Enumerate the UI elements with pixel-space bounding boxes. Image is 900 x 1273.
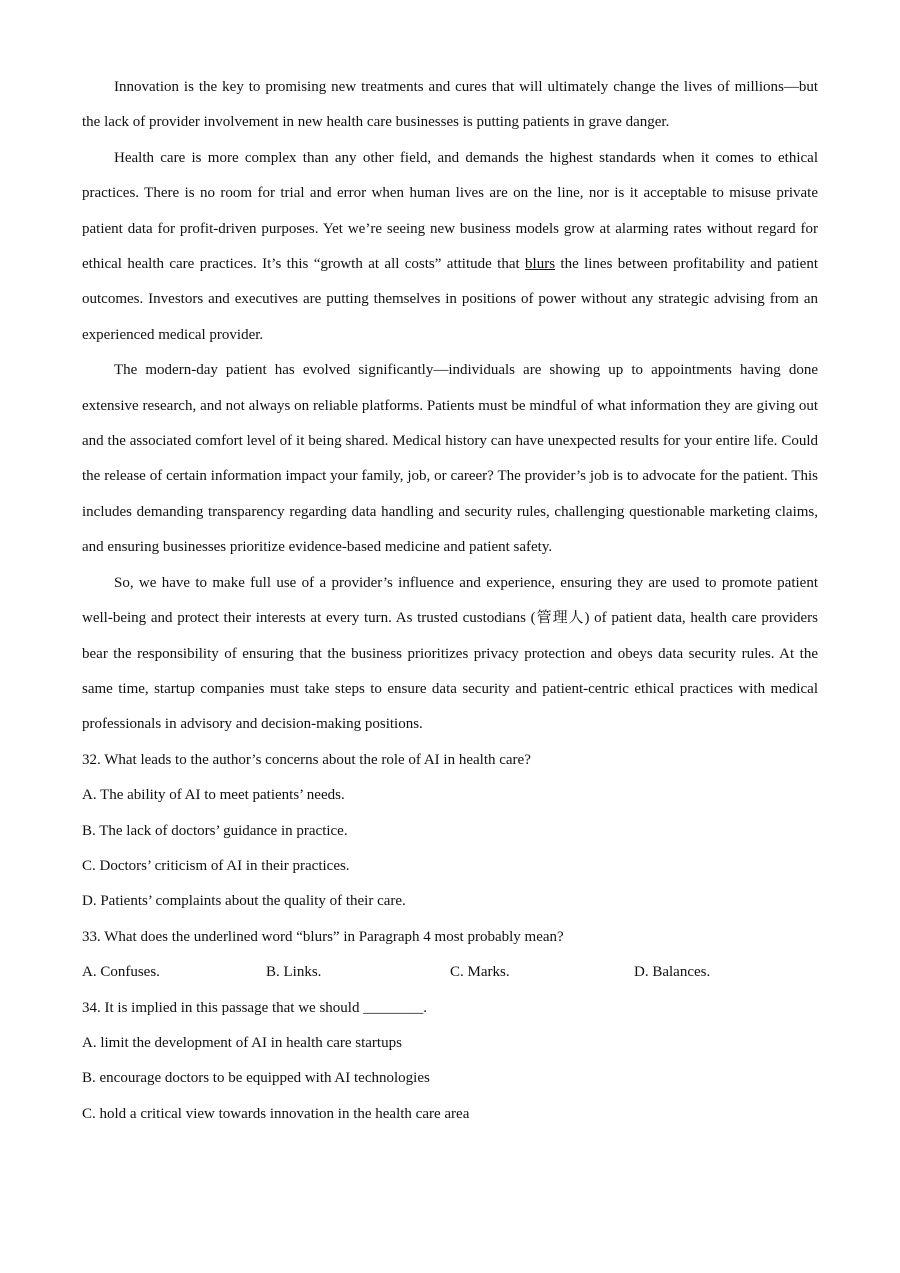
question-34-option-a: A. limit the development of AI in health care startups [82, 1034, 402, 1051]
question-33-stem: 33. What does the underlined word “blurs” in Paragraph 4 most probably mean? [82, 928, 564, 945]
question-33-option-d: D. Balances. [634, 964, 711, 981]
paragraph-2-text-before: Health care is more complex than any other field, and demands the highest standards when it comes to ethical practices. There is no room for trial and error when human lives are on the line, nor is it acceptable to misuse private patient data for profit-driven purposes. Yet we’re seeing new business models grow at alarming rates without regard for ethical health care practices. It’s this “growth at all costs” attitude that [82, 149, 818, 273]
question-32-stem: 32. What leads to the author’s concerns about the role of AI in health care? [82, 751, 531, 768]
passage-paragraph-1: Innovation is the key to promising new treatments and cures that will ultimately change the lives of millions—but the lack of provider involvement in new health care businesses is putting patients in grave danger. [82, 79, 818, 131]
question-33-option-c: C. Marks. [450, 964, 510, 981]
paragraph-2-text-after: the lines between profitability and patient outcomes. Investors and executives are putting themselves in positions of power without any strategic advising from an experienced medical provider. [82, 256, 819, 343]
question-33-options [82, 955, 818, 990]
question-32-option-a: A. The ability of AI to meet patients’ needs. [82, 787, 345, 804]
question-33-option-a: A. Confuses. [82, 964, 160, 981]
passage-paragraph-3: The modern-day patient has evolved significantly—individuals are showing up to appointments having done extensive research, and not always on reliable platforms. Patients must be mindful of what information they are giving out and the associated comfort level of it being shared. Medical history can have unexpected results for your entire life. Could the release of certain information impact your family, job, or career? The provider’s job is to advocate for the patient. This includes demanding transparency regarding data handling and security rules, challenging questionable marketing claims, and ensuring businesses prioritize evidence-based medicine and patient safety. [82, 362, 818, 556]
question-32-option-c: C. Doctors’ criticism of AI in their practices. [82, 857, 350, 874]
underlined-word: blurs [525, 256, 556, 273]
question-34-option-b: B. encourage doctors to be equipped with AI technologies [82, 1070, 430, 1087]
question-32-option-b: B. The lack of doctors’ guidance in practice. [82, 822, 348, 839]
question-33-option-b: B. Links. [266, 964, 322, 981]
question-32-option-d: D. Patients’ complaints about the quality of their care. [82, 893, 406, 910]
document-page [82, 70, 818, 1132]
passage-paragraph-4: So, we have to make full use of a provider’s influence and experience, ensuring they are used to promote patient well-being and protect their interests at every turn. As trusted custodians (管理人) of patient data, health care providers bear the responsibility of ensuring that the business prioritizes privacy protection and obeys data security rules. At the same time, startup companies must take steps to ensure data security and patient-centric ethical practices with medical professionals in advisory and decision-making positions. [82, 574, 818, 733]
question-34-option-c: C. hold a critical view towards innovation in the health care area [82, 1105, 470, 1122]
passage-paragraph-2 [82, 141, 818, 353]
question-34-stem: 34. It is implied in this passage that we should ________. [82, 999, 427, 1016]
